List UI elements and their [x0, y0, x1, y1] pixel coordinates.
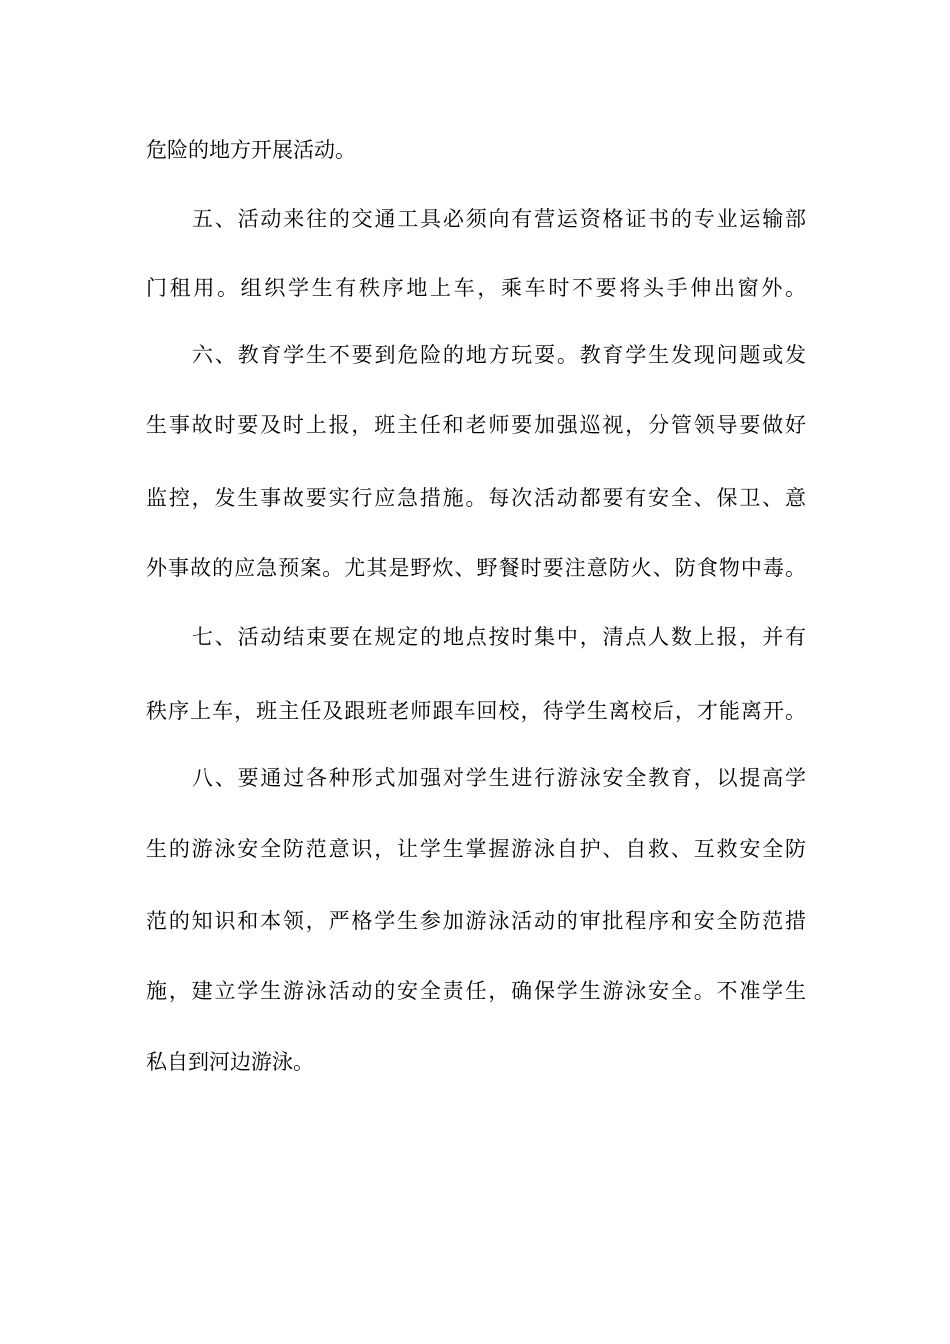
text-line: 五、活动来往的交通工具必须向有营运资格证书的专业运输部 [192, 207, 806, 231]
text-line: 危险的地方开展活动。 [146, 138, 356, 162]
text-line: 生事故时要及时上报，班主任和老师要加强巡视，分管领导要做好 [146, 413, 806, 437]
text-line: 施，建立学生游泳活动的安全责任，确保学生游泳安全。不准学生 [146, 979, 806, 1003]
text-line: 外事故的应急预案。尤其是野炊、野餐时要注意防火、防食物中毒。 [146, 556, 806, 580]
text-line: 私自到河边游泳。 [146, 1050, 314, 1074]
text-line: 生的游泳安全防范意识，让学生掌握游泳自护、自救、互救安全防 [146, 837, 806, 861]
text-line: 范的知识和本领，严格学生参加游泳活动的审批程序和安全防范措 [146, 909, 806, 933]
text-line: 监控，发生事故要实行应急措施。每次活动都要有安全、保卫、意 [146, 486, 806, 510]
text-line: 门租用。组织学生有秩序地上车，乘车时不要将头手伸出窗外。 [146, 276, 806, 300]
text-line: 八、要通过各种形式加强对学生进行游泳安全教育，以提高学 [192, 766, 806, 790]
text-line: 秩序上车，班主任及跟班老师跟车回校，待学生离校后，才能离开。 [146, 699, 806, 723]
text-line: 六、教育学生不要到危险的地方玩耍。教育学生发现问题或发 [192, 343, 806, 367]
text-line: 七、活动结束要在规定的地点按时集中，清点人数上报，并有 [192, 625, 806, 649]
